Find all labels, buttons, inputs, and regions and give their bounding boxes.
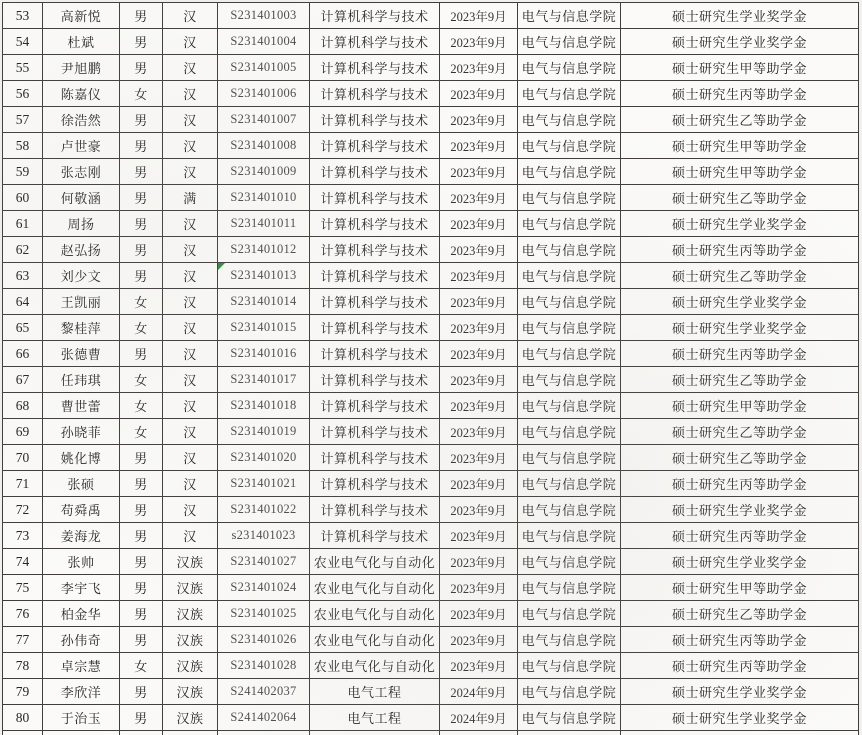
cell-name: 曹世蕾 bbox=[43, 393, 120, 419]
cell-ethnicity bbox=[163, 731, 218, 735]
cell-ethnicity: 汉 bbox=[163, 237, 218, 263]
scholarship-roster-table bbox=[2, 2, 858, 735]
cell-student-id: S231401027 bbox=[218, 549, 310, 575]
table-row bbox=[3, 263, 859, 289]
cell-row-number: 73 bbox=[3, 523, 43, 549]
cell-major: 计算机科学与技术 bbox=[310, 471, 440, 497]
cell-student-id: S231401011 bbox=[218, 211, 310, 237]
cell-college: 电气与信息学院 bbox=[518, 315, 621, 341]
cell-gender: 男 bbox=[120, 679, 163, 705]
cell-major: 计算机科学与技术 bbox=[310, 211, 440, 237]
cell-major: 计算机科学与技术 bbox=[310, 341, 440, 367]
cell-ethnicity: 汉 bbox=[163, 393, 218, 419]
cell-college: 电气与信息学院 bbox=[518, 393, 621, 419]
cell-enroll-date: 2023年9月 bbox=[440, 315, 518, 341]
table-row bbox=[3, 3, 859, 29]
table-row bbox=[3, 471, 859, 497]
cell-ethnicity: 汉 bbox=[163, 419, 218, 445]
cell-name: 黎桂萍 bbox=[43, 315, 120, 341]
cell-student-id: S231401022 bbox=[218, 497, 310, 523]
cell-gender: 男 bbox=[120, 523, 163, 549]
cell-gender: 男 bbox=[120, 549, 163, 575]
cell-student-id: S231401015 bbox=[218, 315, 310, 341]
table-row bbox=[3, 419, 859, 445]
cell-award: 硕士研究生乙等助学金 bbox=[621, 263, 859, 289]
cell-student-id: S241402037 bbox=[218, 679, 310, 705]
cell-ethnicity: 汉 bbox=[163, 471, 218, 497]
cell-name: 张帅 bbox=[43, 549, 120, 575]
cell-ethnicity: 汉族 bbox=[163, 705, 218, 731]
cell-college: 电气与信息学院 bbox=[518, 185, 621, 211]
cell-award: 硕士研究生乙等助学金 bbox=[621, 367, 859, 393]
table-row bbox=[3, 81, 859, 107]
table-row bbox=[3, 627, 859, 653]
cell-college: 电气与信息学院 bbox=[518, 289, 621, 315]
cell-enroll-date: 2023年9月 bbox=[440, 3, 518, 29]
cell-student-id: S231401025 bbox=[218, 601, 310, 627]
table-row bbox=[3, 107, 859, 133]
cell-college: 电气与信息学院 bbox=[518, 419, 621, 445]
cell-gender: 男 bbox=[120, 55, 163, 81]
cell-major: 农业电气化与自动化 bbox=[310, 653, 440, 679]
cell-row-number: 75 bbox=[3, 575, 43, 601]
cell-name: 赵弘扬 bbox=[43, 237, 120, 263]
cell-college: 电气与信息学院 bbox=[518, 471, 621, 497]
cell-ethnicity: 汉族 bbox=[163, 679, 218, 705]
cell-enroll-date: 2023年9月 bbox=[440, 211, 518, 237]
table-row bbox=[3, 653, 859, 679]
cell-ethnicity: 汉 bbox=[163, 445, 218, 471]
cell-ethnicity: 汉族 bbox=[163, 549, 218, 575]
cell-award: 硕士研究生甲等助学金 bbox=[621, 575, 859, 601]
cell-major: 计算机科学与技术 bbox=[310, 263, 440, 289]
cell-award: 硕士研究生乙等助学金 bbox=[621, 185, 859, 211]
cell-row-number: 76 bbox=[3, 601, 43, 627]
cell-college: 电气与信息学院 bbox=[518, 653, 621, 679]
table-row bbox=[3, 211, 859, 237]
cell-ethnicity: 汉族 bbox=[163, 601, 218, 627]
cell-award: 硕士研究生丙等助学金 bbox=[621, 523, 859, 549]
cell-award: 硕士研究生甲等助学金 bbox=[621, 393, 859, 419]
cell-award: 硕士研究生丙等助学金 bbox=[621, 237, 859, 263]
cell-ethnicity: 汉 bbox=[163, 159, 218, 185]
cell-row-number: 59 bbox=[3, 159, 43, 185]
cell-row-number: 56 bbox=[3, 81, 43, 107]
cell-gender: 女 bbox=[120, 393, 163, 419]
cell-row-number: 69 bbox=[3, 419, 43, 445]
table-row bbox=[3, 133, 859, 159]
cell-major: 计算机科学与技术 bbox=[310, 497, 440, 523]
cell-major: 计算机科学与技术 bbox=[310, 237, 440, 263]
cell-row-number: 60 bbox=[3, 185, 43, 211]
cell-college: 电气与信息学院 bbox=[518, 81, 621, 107]
cell-row-number: 70 bbox=[3, 445, 43, 471]
cell-row-number: 65 bbox=[3, 315, 43, 341]
cell-major: 计算机科学与技术 bbox=[310, 419, 440, 445]
cell-gender: 男 bbox=[120, 497, 163, 523]
table-row bbox=[3, 445, 859, 471]
cell-name: 徐浩然 bbox=[43, 107, 120, 133]
cell-enroll-date: 2023年9月 bbox=[440, 445, 518, 471]
cell-name: 孙晓菲 bbox=[43, 419, 120, 445]
cell-award: 硕士研究生学业奖学金 bbox=[621, 497, 859, 523]
cell-name: 高新悦 bbox=[43, 3, 120, 29]
cell-student-id: S231401006 bbox=[218, 81, 310, 107]
table-row bbox=[3, 705, 859, 731]
cell-enroll-date: 2023年9月 bbox=[440, 107, 518, 133]
cell-enroll-date: 2023年9月 bbox=[440, 81, 518, 107]
cell-college: 电气与信息学院 bbox=[518, 445, 621, 471]
cell-name: 姚化博 bbox=[43, 445, 120, 471]
cell-row-number: 79 bbox=[3, 679, 43, 705]
cell-enroll-date: 2023年9月 bbox=[440, 549, 518, 575]
cell-row-number: 74 bbox=[3, 549, 43, 575]
cell-name: 何敬涵 bbox=[43, 185, 120, 211]
cell-college: 电气与信息学院 bbox=[518, 367, 621, 393]
cell-award: 硕士研究生学业奖学金 bbox=[621, 315, 859, 341]
cell-major: 计算机科学与技术 bbox=[310, 159, 440, 185]
cell-enroll-date: 2023年9月 bbox=[440, 367, 518, 393]
cell-student-id: S241402064 bbox=[218, 705, 310, 731]
cell-college: 电气与信息学院 bbox=[518, 679, 621, 705]
cell-name: 柏金华 bbox=[43, 601, 120, 627]
cell-college: 电气与信息学院 bbox=[518, 29, 621, 55]
cell-major: 农业电气化与自动化 bbox=[310, 601, 440, 627]
cell-college: 电气与信息学院 bbox=[518, 575, 621, 601]
cell-ethnicity: 汉 bbox=[163, 55, 218, 81]
cell-student-id: S231401028 bbox=[218, 653, 310, 679]
cell-award: 硕士研究生丙等助学金 bbox=[621, 81, 859, 107]
cell-gender: 男 bbox=[120, 3, 163, 29]
cell-name bbox=[43, 731, 120, 735]
cell-major: 计算机科学与技术 bbox=[310, 445, 440, 471]
cell-gender: 男 bbox=[120, 341, 163, 367]
cell-major: 电气工程 bbox=[310, 679, 440, 705]
cell-student-id: S231401020 bbox=[218, 445, 310, 471]
table-row bbox=[3, 315, 859, 341]
cell-award: 硕士研究生乙等助学金 bbox=[621, 419, 859, 445]
cell-student-id bbox=[218, 731, 310, 735]
cell-name: 张德曹 bbox=[43, 341, 120, 367]
cell-row-number: 67 bbox=[3, 367, 43, 393]
cell-college: 电气与信息学院 bbox=[518, 549, 621, 575]
cell-gender: 男 bbox=[120, 237, 163, 263]
cell-student-id: S231401008 bbox=[218, 133, 310, 159]
cell-enroll-date: 2023年9月 bbox=[440, 419, 518, 445]
cell-gender: 男 bbox=[120, 263, 163, 289]
cell-ethnicity: 汉 bbox=[163, 81, 218, 107]
cell-college: 电气与信息学院 bbox=[518, 263, 621, 289]
cell-award: 硕士研究生丙等助学金 bbox=[621, 341, 859, 367]
cell-student-id: S231401017 bbox=[218, 367, 310, 393]
cell-enroll-date: 2024年9月 bbox=[440, 679, 518, 705]
cell-gender: 女 bbox=[120, 653, 163, 679]
cell-college: 电气与信息学院 bbox=[518, 107, 621, 133]
cell-college: 电气与信息学院 bbox=[518, 159, 621, 185]
table-row bbox=[3, 29, 859, 55]
cell-college: 电气与信息学院 bbox=[518, 705, 621, 731]
cell-enroll-date: 2023年9月 bbox=[440, 55, 518, 81]
cell-row-number: 77 bbox=[3, 627, 43, 653]
cell-ethnicity: 汉 bbox=[163, 211, 218, 237]
cell-gender: 男 bbox=[120, 445, 163, 471]
cell-name: 李宇飞 bbox=[43, 575, 120, 601]
cell-award bbox=[621, 731, 859, 735]
cell-name: 孙伟奇 bbox=[43, 627, 120, 653]
cell-name: 卢世豪 bbox=[43, 133, 120, 159]
cell-award: 硕士研究生甲等助学金 bbox=[621, 55, 859, 81]
cell-name: 陈嘉仪 bbox=[43, 81, 120, 107]
cell-name: 苟舜禹 bbox=[43, 497, 120, 523]
cell-college: 电气与信息学院 bbox=[518, 55, 621, 81]
cell-student-id: S231401021 bbox=[218, 471, 310, 497]
table-row bbox=[3, 185, 859, 211]
cell-name: 尹旭鹏 bbox=[43, 55, 120, 81]
cell-major: 计算机科学与技术 bbox=[310, 107, 440, 133]
cell-major: 农业电气化与自动化 bbox=[310, 549, 440, 575]
cell-award: 硕士研究生学业奖学金 bbox=[621, 211, 859, 237]
cell-major: 计算机科学与技术 bbox=[310, 3, 440, 29]
cell-major: 计算机科学与技术 bbox=[310, 55, 440, 81]
cell-ethnicity: 汉 bbox=[163, 523, 218, 549]
partial-row bbox=[3, 731, 859, 735]
cell-row-number: 55 bbox=[3, 55, 43, 81]
cell-enroll-date: 2023年9月 bbox=[440, 341, 518, 367]
cell-gender: 男 bbox=[120, 705, 163, 731]
cell-gender: 男 bbox=[120, 471, 163, 497]
cell-ethnicity: 汉 bbox=[163, 367, 218, 393]
cell-student-id: S231401004 bbox=[218, 29, 310, 55]
cell-enroll-date: 2023年9月 bbox=[440, 29, 518, 55]
cell-award: 硕士研究生学业奖学金 bbox=[621, 705, 859, 731]
table-row bbox=[3, 393, 859, 419]
cell-major: 农业电气化与自动化 bbox=[310, 627, 440, 653]
cell-enroll-date: 2023年9月 bbox=[440, 133, 518, 159]
cell-enroll-date: 2023年9月 bbox=[440, 393, 518, 419]
cell-ethnicity: 汉 bbox=[163, 29, 218, 55]
cell-enroll-date: 2023年9月 bbox=[440, 185, 518, 211]
cell-gender: 女 bbox=[120, 367, 163, 393]
table-row bbox=[3, 367, 859, 393]
cell-major: 计算机科学与技术 bbox=[310, 523, 440, 549]
cell-row-number: 57 bbox=[3, 107, 43, 133]
cell-enroll-date: 2024年9月 bbox=[440, 705, 518, 731]
cell-row-number: 64 bbox=[3, 289, 43, 315]
cell-row-number: 71 bbox=[3, 471, 43, 497]
cell-college: 电气与信息学院 bbox=[518, 341, 621, 367]
table-row bbox=[3, 341, 859, 367]
cell-major: 计算机科学与技术 bbox=[310, 289, 440, 315]
cell-award: 硕士研究生学业奖学金 bbox=[621, 679, 859, 705]
cell-name: 刘少文 bbox=[43, 263, 120, 289]
cell-ethnicity: 汉 bbox=[163, 133, 218, 159]
cell-row-number bbox=[3, 731, 43, 735]
cell-major: 计算机科学与技术 bbox=[310, 315, 440, 341]
cell-major: 计算机科学与技术 bbox=[310, 393, 440, 419]
cell-enroll-date: 2023年9月 bbox=[440, 471, 518, 497]
cell-award: 硕士研究生学业奖学金 bbox=[621, 29, 859, 55]
cell-student-id: S231401024 bbox=[218, 575, 310, 601]
cell-award: 硕士研究生甲等助学金 bbox=[621, 133, 859, 159]
table-row bbox=[3, 679, 859, 705]
cell-student-id: S231401014 bbox=[218, 289, 310, 315]
cell-award: 硕士研究生丙等助学金 bbox=[621, 653, 859, 679]
table-row bbox=[3, 601, 859, 627]
cell-gender: 男 bbox=[120, 133, 163, 159]
cell-college: 电气与信息学院 bbox=[518, 237, 621, 263]
cell-college: 电气与信息学院 bbox=[518, 497, 621, 523]
table-row bbox=[3, 497, 859, 523]
table-row bbox=[3, 575, 859, 601]
cell-name: 于治玉 bbox=[43, 705, 120, 731]
cell-name: 李欣洋 bbox=[43, 679, 120, 705]
cell-gender: 男 bbox=[120, 575, 163, 601]
cell-enroll-date: 2023年9月 bbox=[440, 159, 518, 185]
cell-ethnicity: 汉族 bbox=[163, 575, 218, 601]
cell-student-id: S231401007 bbox=[218, 107, 310, 133]
cell-major: 计算机科学与技术 bbox=[310, 133, 440, 159]
cell-major: 计算机科学与技术 bbox=[310, 185, 440, 211]
cell-student-id: S231401003 bbox=[218, 3, 310, 29]
cell-student-id: S231401013 bbox=[218, 263, 310, 289]
cell-student-id: S231401005 bbox=[218, 55, 310, 81]
table-row bbox=[3, 55, 859, 81]
cell-award: 硕士研究生乙等助学金 bbox=[621, 445, 859, 471]
cell-award: 硕士研究生乙等助学金 bbox=[621, 107, 859, 133]
cell-name: 王凯丽 bbox=[43, 289, 120, 315]
table-row bbox=[3, 523, 859, 549]
cell-ethnicity: 满 bbox=[163, 185, 218, 211]
cell-ethnicity: 汉 bbox=[163, 341, 218, 367]
cell-name: 张硕 bbox=[43, 471, 120, 497]
cell-row-number: 80 bbox=[3, 705, 43, 731]
cell-row-number: 61 bbox=[3, 211, 43, 237]
cell-award: 硕士研究生丙等助学金 bbox=[621, 471, 859, 497]
cell-major: 计算机科学与技术 bbox=[310, 29, 440, 55]
cell-row-number: 72 bbox=[3, 497, 43, 523]
cell-student-id: s231401023 bbox=[218, 523, 310, 549]
cell-ethnicity: 汉族 bbox=[163, 653, 218, 679]
cell-name: 任玮琪 bbox=[43, 367, 120, 393]
cell-enroll-date: 2023年9月 bbox=[440, 237, 518, 263]
cell-college: 电气与信息学院 bbox=[518, 133, 621, 159]
table-row bbox=[3, 289, 859, 315]
cell-award: 硕士研究生学业奖学金 bbox=[621, 3, 859, 29]
cell-row-number: 78 bbox=[3, 653, 43, 679]
cell-major: 计算机科学与技术 bbox=[310, 367, 440, 393]
cell-major: 计算机科学与技术 bbox=[310, 81, 440, 107]
cell-ethnicity: 汉 bbox=[163, 3, 218, 29]
cell-enroll-date: 2023年9月 bbox=[440, 289, 518, 315]
cell-gender: 女 bbox=[120, 419, 163, 445]
cell-major: 电气工程 bbox=[310, 705, 440, 731]
cell-ethnicity: 汉 bbox=[163, 289, 218, 315]
cell-gender bbox=[120, 731, 163, 735]
cell-enroll-date: 2023年9月 bbox=[440, 523, 518, 549]
cell-enroll-date: 2023年9月 bbox=[440, 497, 518, 523]
cell-enroll-date bbox=[440, 731, 518, 735]
cell-student-id: S231401012 bbox=[218, 237, 310, 263]
cell-major bbox=[310, 731, 440, 735]
cell-student-id: S231401010 bbox=[218, 185, 310, 211]
cell-enroll-date: 2023年9月 bbox=[440, 601, 518, 627]
cell-row-number: 62 bbox=[3, 237, 43, 263]
cell-college: 电气与信息学院 bbox=[518, 601, 621, 627]
cell-gender: 男 bbox=[120, 627, 163, 653]
cell-name: 姜海龙 bbox=[43, 523, 120, 549]
cell-gender: 男 bbox=[120, 211, 163, 237]
cell-row-number: 58 bbox=[3, 133, 43, 159]
roster-table bbox=[2, 2, 859, 735]
cell-award: 硕士研究生乙等助学金 bbox=[621, 601, 859, 627]
table-row bbox=[3, 549, 859, 575]
cell-row-number: 66 bbox=[3, 341, 43, 367]
cell-award: 硕士研究生学业奖学金 bbox=[621, 549, 859, 575]
cell-college bbox=[518, 731, 621, 735]
cell-college: 电气与信息学院 bbox=[518, 523, 621, 549]
cell-enroll-date: 2023年9月 bbox=[440, 575, 518, 601]
cell-ethnicity: 汉 bbox=[163, 107, 218, 133]
cell-student-id: S231401026 bbox=[218, 627, 310, 653]
cell-gender: 男 bbox=[120, 107, 163, 133]
cell-gender: 女 bbox=[120, 289, 163, 315]
cell-student-id: S231401019 bbox=[218, 419, 310, 445]
cell-enroll-date: 2023年9月 bbox=[440, 627, 518, 653]
cell-major: 农业电气化与自动化 bbox=[310, 575, 440, 601]
cell-name: 周扬 bbox=[43, 211, 120, 237]
cell-ethnicity: 汉 bbox=[163, 497, 218, 523]
cell-row-number: 54 bbox=[3, 29, 43, 55]
cell-college: 电气与信息学院 bbox=[518, 3, 621, 29]
cell-college: 电气与信息学院 bbox=[518, 211, 621, 237]
cell-award: 硕士研究生甲等助学金 bbox=[621, 159, 859, 185]
cell-gender: 男 bbox=[120, 185, 163, 211]
cell-student-id: S231401018 bbox=[218, 393, 310, 419]
cell-row-number: 53 bbox=[3, 3, 43, 29]
cell-ethnicity: 汉 bbox=[163, 263, 218, 289]
cell-enroll-date: 2023年9月 bbox=[440, 653, 518, 679]
cell-award: 硕士研究生学业奖学金 bbox=[621, 289, 859, 315]
cell-gender: 男 bbox=[120, 159, 163, 185]
cell-name: 杜斌 bbox=[43, 29, 120, 55]
cell-ethnicity: 汉 bbox=[163, 315, 218, 341]
cell-student-id: S231401009 bbox=[218, 159, 310, 185]
table-row bbox=[3, 159, 859, 185]
cell-row-number: 68 bbox=[3, 393, 43, 419]
cell-gender: 男 bbox=[120, 29, 163, 55]
cell-name: 张志刚 bbox=[43, 159, 120, 185]
cell-row-number: 63 bbox=[3, 263, 43, 289]
cell-gender: 女 bbox=[120, 81, 163, 107]
cell-student-id: S231401016 bbox=[218, 341, 310, 367]
cell-gender: 女 bbox=[120, 315, 163, 341]
cell-gender: 男 bbox=[120, 601, 163, 627]
cell-enroll-date: 2023年9月 bbox=[440, 263, 518, 289]
table-row bbox=[3, 237, 859, 263]
cell-name: 卓宗慧 bbox=[43, 653, 120, 679]
cell-ethnicity: 汉族 bbox=[163, 627, 218, 653]
error-indicator-triangle bbox=[218, 263, 225, 270]
cell-college: 电气与信息学院 bbox=[518, 627, 621, 653]
cell-award: 硕士研究生丙等助学金 bbox=[621, 627, 859, 653]
